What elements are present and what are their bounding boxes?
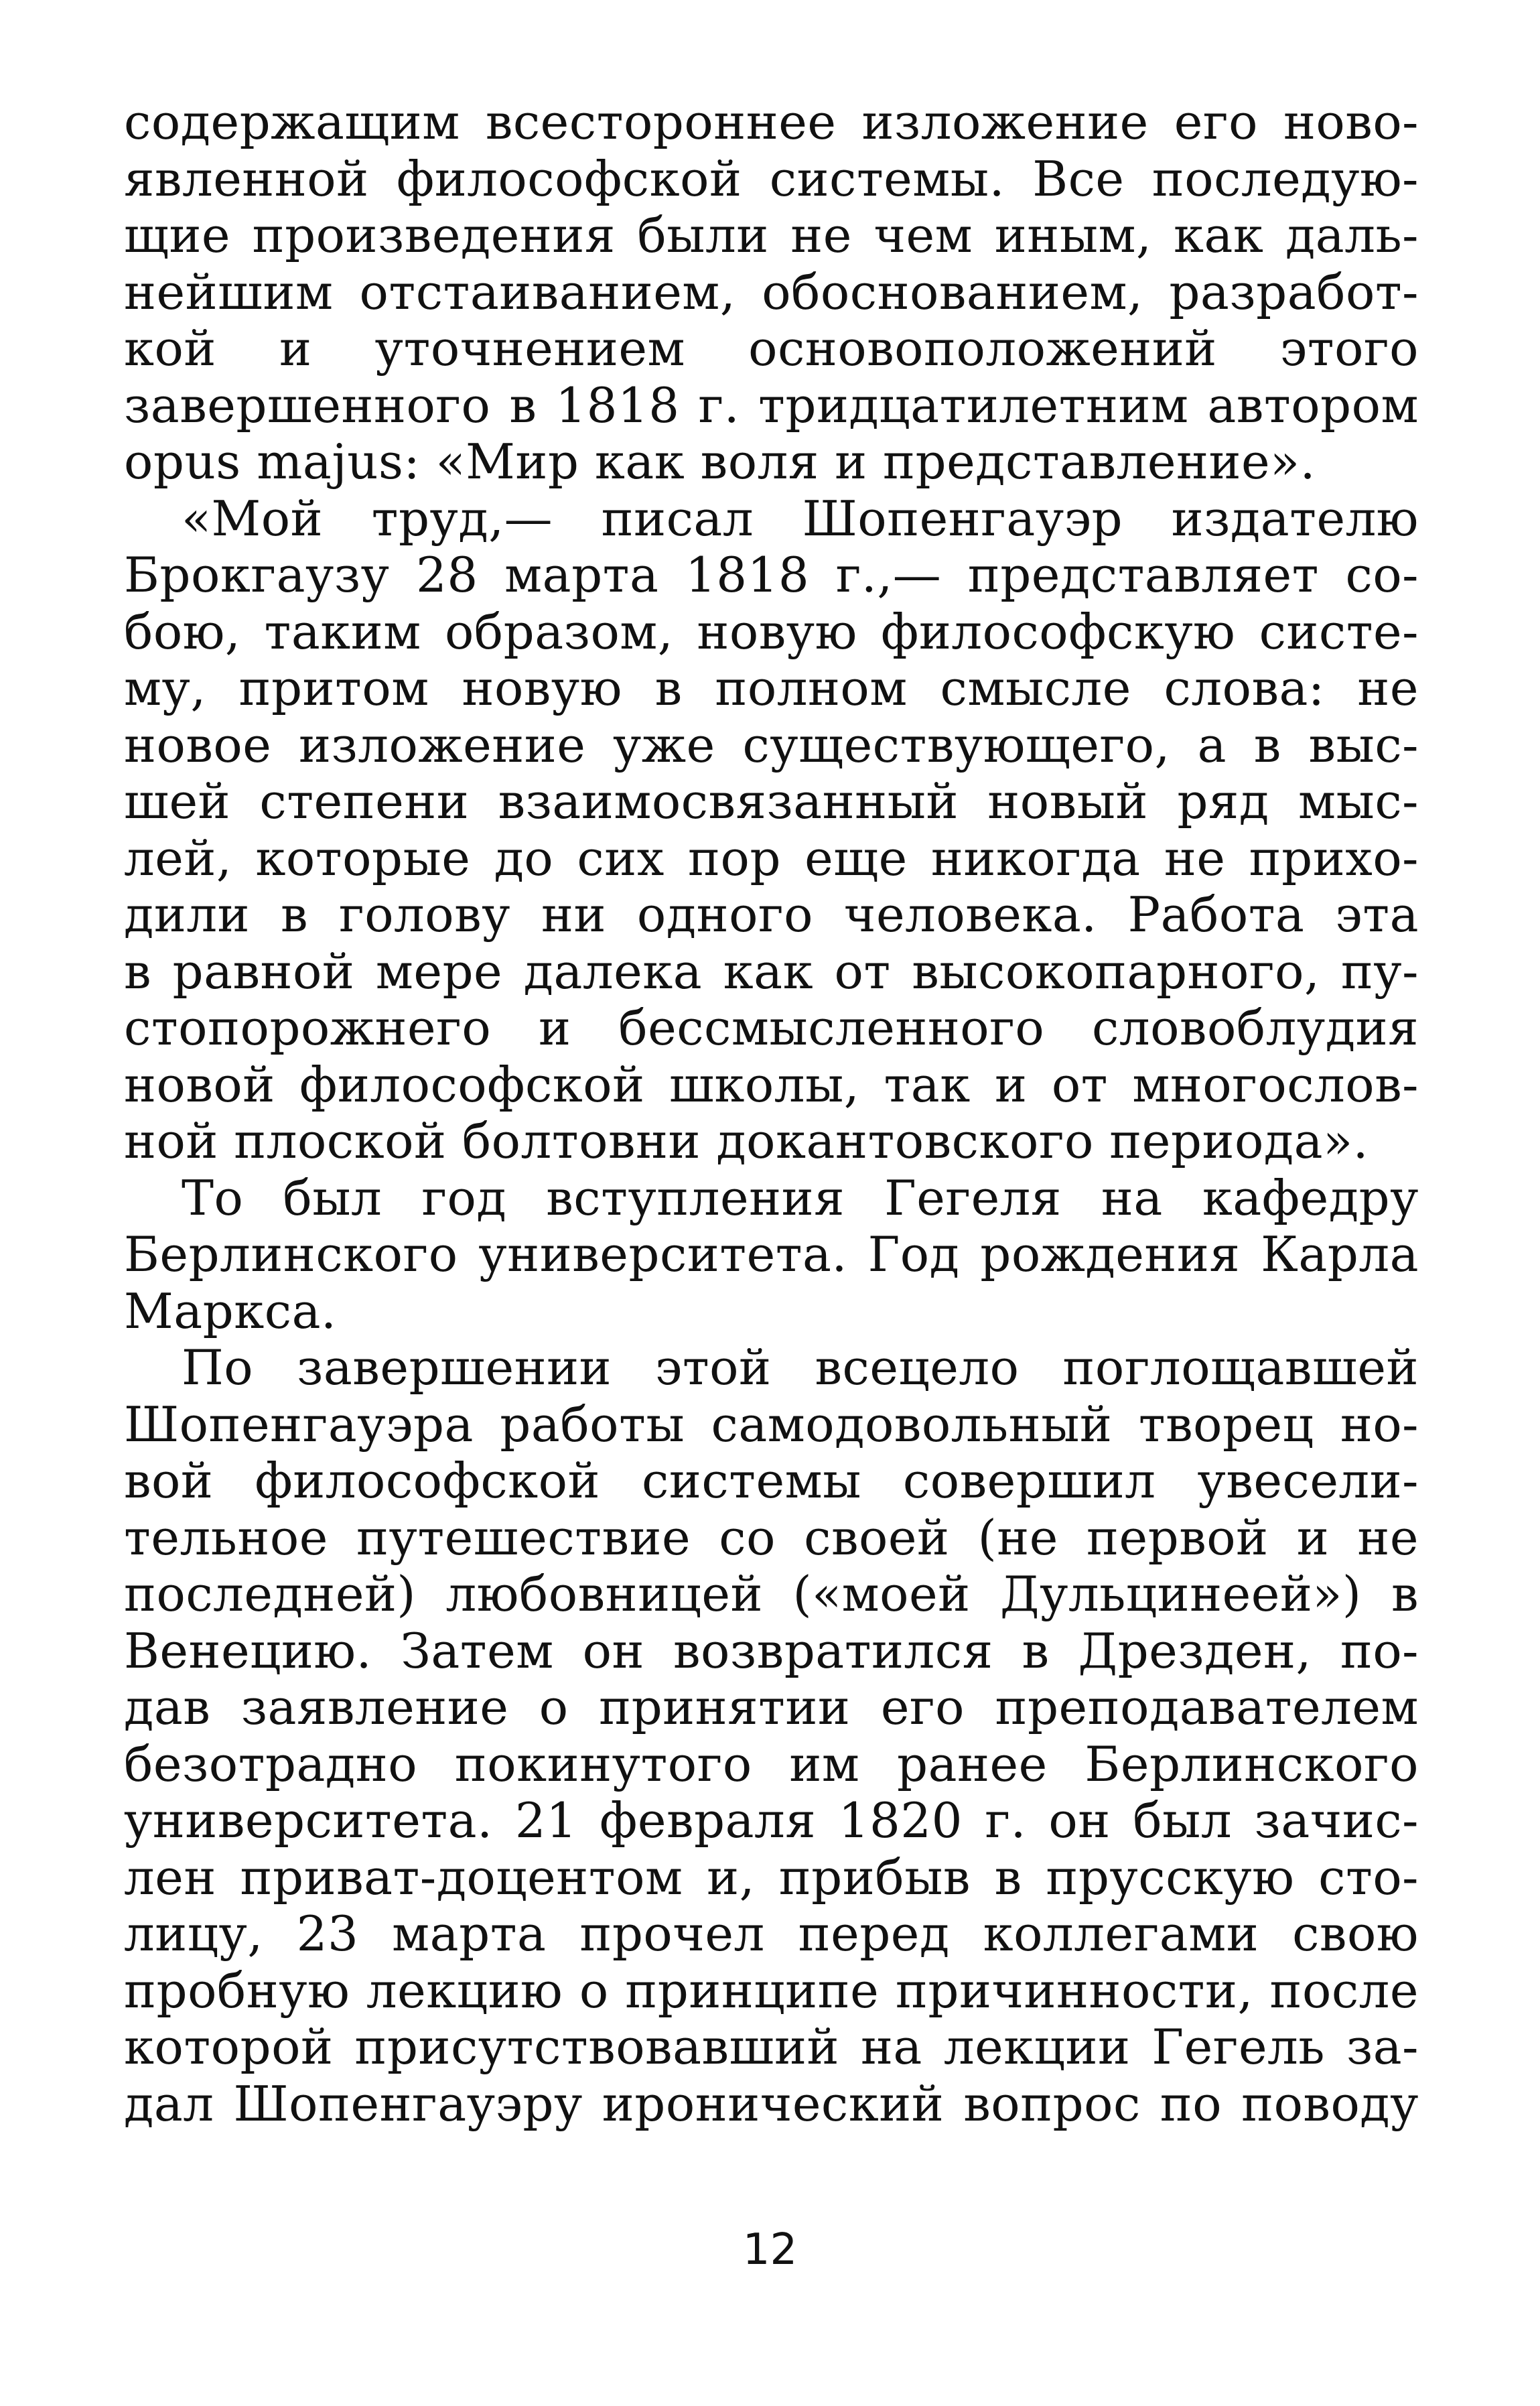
page-number: 12 <box>742 2225 798 2275</box>
text-line: Шопенгауэра работы самодовольный творец но- <box>124 1396 1419 1453</box>
text-line: безотрадно покинутого им ранее Берлинского <box>124 1735 1419 1792</box>
text-line: То был год вступления Гегеля на кафедру <box>182 1169 1419 1226</box>
text-line: которой присутствовавший на лекции Гегель за- <box>124 2019 1419 2075</box>
text-line: дал Шопенгауэру иронический вопрос по поводу <box>124 2075 1419 2132</box>
text-line: вой философской системы совершил увесели- <box>124 1453 1419 1509</box>
text-line: стопорожнего и бессмысленного словоблудия <box>124 1000 1419 1056</box>
text-line: Берлинского университета. Год рождения Карла <box>124 1226 1419 1282</box>
text-line: новое изложение уже существующего, а в выс- <box>124 716 1419 773</box>
text-line: му, притом новую в полном смысле слова: не <box>124 660 1419 716</box>
text-line: Брокгаузу 28 марта 1818 г.,— представляет со- <box>124 547 1419 603</box>
text-line: в равной мере далека как от высокопарного, пу- <box>124 943 1419 1000</box>
text-line: шей степени взаимосвязанный новый ряд мыс- <box>124 773 1419 829</box>
text-line: opus majus: «Мир как воля и представление». <box>124 433 1316 490</box>
text-line: тельное путешествие со своей (не первой и не <box>124 1509 1419 1566</box>
text-line: Маркса. <box>124 1282 337 1339</box>
text-line: пробную лекцию о принципе причинности, после <box>124 1962 1419 2019</box>
text-line: дав заявление о принятии его преподавателем <box>124 1679 1419 1735</box>
text-line: кой и уточнением основоположений этого <box>124 320 1419 377</box>
text-line: университета. 21 февраля 1820 г. он был зачис- <box>124 1792 1419 1849</box>
text-line: По завершении этой всецело поглощавшей <box>182 1339 1419 1396</box>
text-line: «Мой труд,— писал Шопенгауэр издателю <box>182 490 1419 547</box>
text-line: лен приват-доцентом и, прибыв в прусскую сто- <box>124 1849 1419 1906</box>
body-text <box>124 94 1419 2132</box>
text-line: Венецию. Затем он возвратился в Дрезден, по- <box>124 1622 1419 1679</box>
text-line: лицу, 23 марта прочел перед коллегами свою <box>124 1906 1419 1962</box>
text-line: новой философской школы, так и от многослов- <box>124 1056 1419 1113</box>
text-line: щие произведения были не чем иным, как даль- <box>124 207 1419 263</box>
text-line: нейшим отстаиванием, обоснованием, разработ- <box>124 263 1419 320</box>
text-line: бою, таким образом, новую философскую систе- <box>124 603 1419 660</box>
text-line: последней) любовницей («моей Дульцинеей») в <box>124 1566 1419 1622</box>
text-line: явленной философской системы. Все последую- <box>124 150 1419 207</box>
text-line: дили в голову ни одного человека. Работа эта <box>124 886 1419 943</box>
text-line: ной плоской болтовни докантовского периода». <box>124 1113 1369 1169</box>
text-line: лей, которые до сих пор еще никогда не прихо- <box>124 829 1419 886</box>
text-line: содержащим всестороннее изложение его ново- <box>124 94 1419 150</box>
text-line: завершенного в 1818 г. тридцатилетним автором <box>124 377 1419 433</box>
